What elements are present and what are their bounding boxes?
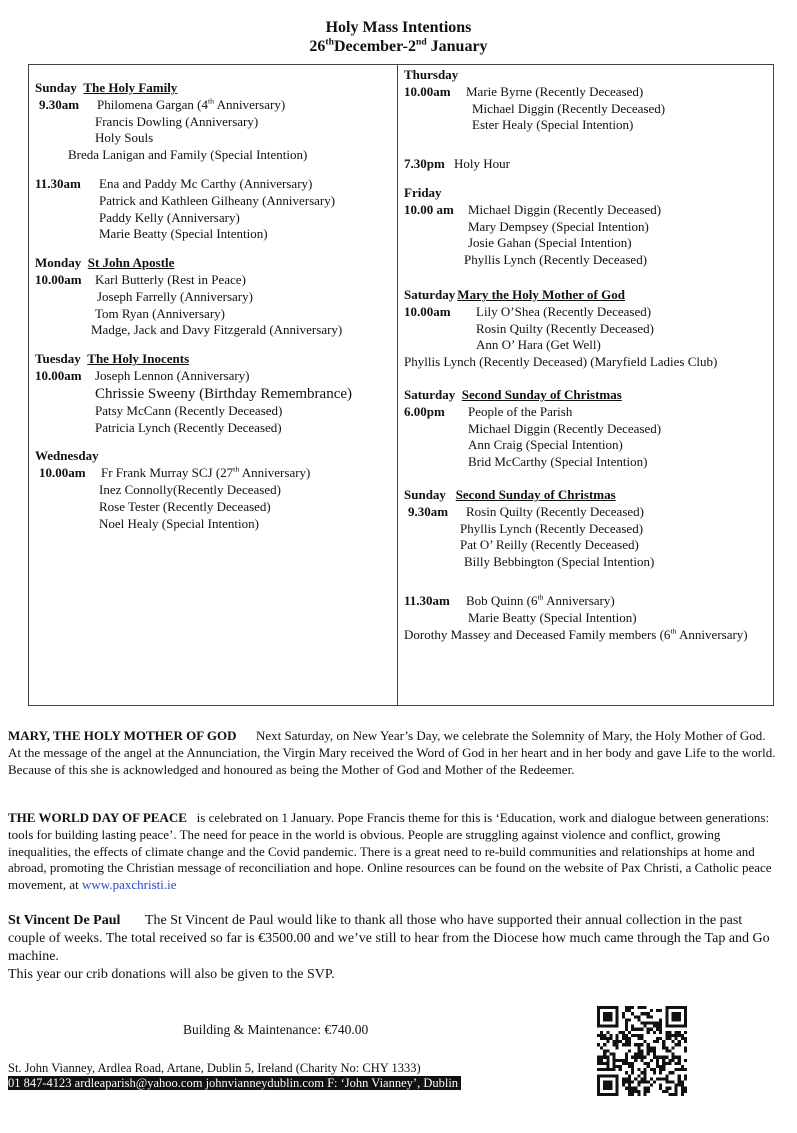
intention: Phyllis Lynch (Recently Deceased) (464, 252, 648, 268)
sunday-1130-section (35, 176, 393, 243)
left-column (35, 80, 393, 544)
parish-contacts: 01 847-4123 ardleaparish@yahoo.com johnvianneydublin.com F: ‘John Vianney’, Dublin (8, 1076, 461, 1090)
intention: Holy Souls (95, 130, 154, 146)
column-divider (397, 64, 398, 706)
monday-section (35, 255, 393, 339)
intention: Rose Tester (Recently Deceased) (99, 498, 271, 514)
saturday-vigil-section (404, 387, 774, 471)
mass-time: 10.00am (39, 465, 86, 481)
intention: Francis Dowling (Anniversary) (95, 113, 259, 129)
intention: Inez Connolly(Recently Deceased) (99, 481, 281, 497)
day-label: Sunday (35, 80, 77, 95)
intention: Joseph Farrelly (Anniversary) (97, 288, 253, 304)
intention: Brid McCarthy (Special Intention) (468, 454, 648, 470)
notice-text: Next Saturday, on New Year’s Day, we celebrate the Solemnity of Mary, the Holy Mother of God. At the message of the angel at the Annunciation, the Virgin Mary received the Word of God in her heart and in her body and gave Life to the world. Because of this she is acknowledged and honoured as being the Mother of God and Mother of the Redeemer. (8, 728, 776, 777)
intention: Josie Gahan (Special Intention) (468, 235, 632, 251)
mass-time: 6.00pm (404, 403, 445, 419)
paxchristi-link[interactable]: www.paxchristi.ie (82, 877, 177, 893)
mass-time: 10.00am (35, 367, 82, 383)
mass-time: 10.00 am (404, 201, 454, 217)
intention: Mary Dempsey (Special Intention) (468, 218, 649, 234)
intention: Philomena Gargan (4th Anniversary) (97, 96, 286, 112)
day-label: Friday (404, 184, 442, 200)
building-maintenance: Building & Maintenance: €740.00 (183, 1022, 369, 1037)
intention: Michael Diggin (Recently Deceased) (468, 201, 662, 217)
intention: Karl Butterly (Rest in Peace) (95, 271, 246, 287)
notice-heading: MARY, THE HOLY MOTHER OF GOD (8, 728, 237, 743)
sunday-section (404, 487, 774, 571)
intention: Ann Craig (Special Intention) (468, 437, 623, 453)
notice-heading: St Vincent De Paul (8, 913, 121, 928)
sunday-section (35, 80, 393, 164)
intention: Breda Lanigan and Family (Special Intention) (68, 147, 308, 163)
friday-section (404, 185, 774, 269)
feast-label: Second Sunday of Christmas (461, 386, 622, 402)
intention: Ester Healy (Special Intention) (472, 117, 634, 133)
day-label: Saturday (404, 286, 456, 302)
wednesday-section (35, 448, 393, 532)
intention: Madge, Jack and Davy Fitzgerald (Anniversary) (91, 322, 343, 338)
feast-label: Second Sunday of Christmas (455, 486, 616, 502)
intention: Ena and Paddy Mc Carthy (Anniversary) (99, 175, 313, 191)
mass-time: 10.00am (404, 303, 451, 319)
intention: Marie Byrne (Recently Deceased) (466, 83, 644, 99)
intention: Lily O’Shea (Recently Deceased) (476, 303, 652, 319)
notice-text: is celebrated on 1 January. Pope Francis theme for this is ‘Education, work and dialogue between generations: tools for building lasting peace’. The need for peace in the world is obvious. People are struggling against violence and conflict, growing inequalities, the effects of climate change and the Covid pandemic. There is a great need to re-build communities and relationships at home and abroad, promoting the Christian message of reconciliation and hope. Online resources can be found on the website of Pax Christi, a Catholic peace movement, at (8, 810, 772, 893)
intention: Rosin Quilty (Recently Deceased) (476, 320, 654, 336)
holy-hour-section (404, 156, 774, 173)
intention: Patrick and Kathleen Gilheany (Anniversary) (99, 192, 336, 208)
intention: Marie Beatty (Special Intention) (468, 609, 637, 625)
notice-world-day-of-peace (8, 810, 778, 894)
day-label: Thursday (404, 67, 459, 82)
day-label: Sunday (404, 486, 446, 502)
tuesday-section (35, 351, 393, 436)
intention: Michael Diggin (Recently Deceased) (472, 100, 666, 116)
mass-time: 10.00am (404, 83, 451, 99)
intention: Tom Ryan (Anniversary) (95, 305, 225, 321)
intention: Patsy McCann (Recently Deceased) (95, 402, 283, 418)
day-label: Wednesday (35, 448, 99, 464)
intention: Paddy Kelly (Anniversary) (99, 209, 240, 225)
saturday-section (404, 287, 774, 371)
notice-svp (8, 912, 778, 984)
feast-label: The Holy Inocents (87, 351, 190, 367)
intention: Michael Diggin (Recently Deceased) (468, 420, 662, 436)
mass-time: 7.30pm (404, 156, 445, 172)
intention: Bob Quinn (6th Anniversary) (466, 592, 615, 608)
intention: Joseph Lennon (Anniversary) (95, 367, 250, 383)
intention: Ann O’ Hara (Get Well) (476, 337, 601, 353)
intention: Chrissie Sweeny (Birthday Remembrance) (95, 385, 353, 402)
mass-time: 11.30am (35, 175, 81, 191)
title-line-2: 26thDecember-2nd January (309, 36, 488, 55)
intention: Phyllis Lynch (Recently Deceased) (460, 520, 644, 536)
intention: Billy Bebbington (Special Intention) (464, 554, 655, 570)
thursday-section (404, 67, 774, 134)
feast-label: Mary the Holy Mother of God (457, 286, 625, 302)
parish-address-block (8, 1061, 461, 1091)
notice-mary (8, 728, 778, 778)
notice-text: The St Vincent de Paul would like to thank all those who have supported their annual collection in the past couple of weeks. The total received so far is €3500.00 and we’ve still to hear from the Diocese how much came through the Tap and Go machine. (8, 913, 770, 964)
intention: Dorothy Massey and Deceased Family members (6th Anniversary) (404, 626, 748, 642)
day-label: Saturday (404, 386, 456, 402)
mass-time: 11.30am (404, 592, 450, 608)
title-line-1: Holy Mass Intentions (325, 19, 472, 36)
page-title (0, 18, 797, 56)
right-column (404, 67, 774, 655)
intention: People of the Parish (468, 403, 573, 419)
intention: Patricia Lynch (Recently Deceased) (95, 419, 282, 435)
intention: Marie Beatty (Special Intention) (99, 226, 268, 242)
intention: Noel Healy (Special Intention) (99, 515, 259, 531)
mass-time: 9.30am (39, 96, 80, 112)
notice-text: This year our crib donations will also be given to the SVP. (8, 967, 335, 982)
notice-heading: THE WORLD DAY OF PEACE (8, 810, 187, 825)
mass-time: 10.00am (35, 271, 82, 287)
holy-hour: Holy Hour (454, 156, 510, 172)
intention: Phyllis Lynch (Recently Deceased) (Maryfield Ladies Club) (404, 354, 718, 370)
feast-label: The Holy Family (83, 80, 178, 95)
day-label: Tuesday (35, 351, 81, 367)
mass-time: 9.30am (408, 503, 449, 519)
day-label: Monday (35, 255, 82, 271)
sunday-1130-section (404, 593, 774, 643)
intention: Pat O’ Reilly (Recently Deceased) (460, 537, 639, 553)
parish-address: St. John Vianney, Ardlea Road, Artane, Dublin 5, Ireland (Charity No: CHY 1333) (8, 1061, 421, 1075)
intention: Rosin Quilty (Recently Deceased) (466, 503, 644, 519)
feast-label: St John Apostle (87, 255, 175, 271)
intention: Fr Frank Murray SCJ (27th Anniversary) (101, 464, 311, 481)
qr-code-icon[interactable] (597, 1003, 687, 1099)
